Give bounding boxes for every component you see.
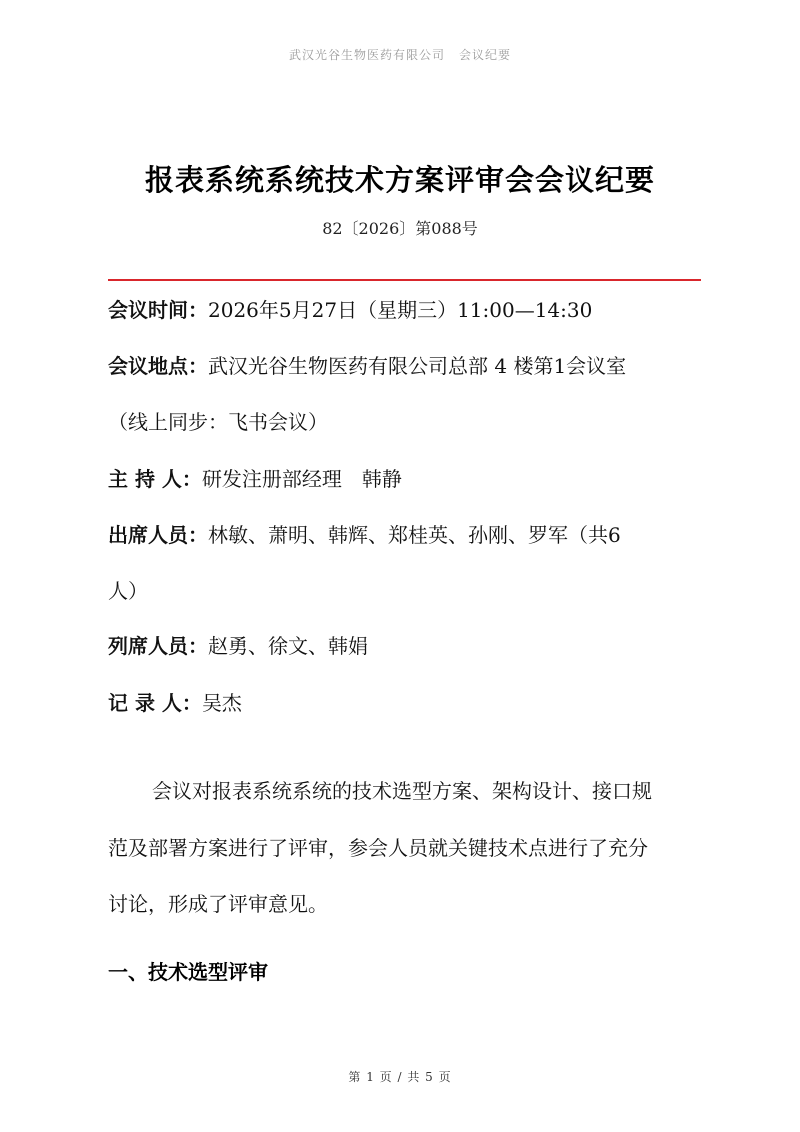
host-value: 研发注册部经理 韩静 — [201, 467, 402, 491]
attendees-row — [108, 521, 701, 549]
attendees-row-cont — [108, 577, 701, 605]
section-heading-tech-selection: 一、技术选型评审 — [108, 960, 268, 984]
observers-row — [108, 632, 701, 660]
header-doc-type: 会议纪要 — [459, 48, 512, 62]
attendees-value-cont: 人） — [108, 579, 148, 603]
meeting-time-label: 会议时间： — [108, 298, 208, 322]
meeting-time-value: 2026年5月27日（星期三）11:00—14:30 — [208, 298, 593, 322]
page-footer: 第 1 页 / 共 5 页 — [348, 1070, 452, 1084]
observers-value: 赵勇、徐文、韩娟 — [208, 634, 368, 658]
recorder-value: 吴杰 — [201, 691, 242, 715]
document-number: 82〔2026〕第088号 — [322, 219, 478, 238]
observers-label: 列席人员： — [108, 634, 208, 658]
recorder-row — [108, 689, 701, 717]
meeting-location-value-cont: （线上同步：飞书会议） — [108, 410, 328, 434]
meeting-location-row — [108, 352, 701, 380]
intro-paragraph-line-3: 讨论，形成了评审意见。 — [108, 892, 328, 916]
document-title: 报表系统系统技术方案评审会会议纪要 — [144, 163, 655, 197]
intro-paragraph-line-1: 会议对报表系统系统的技术选型方案、架构设计、接口规 — [152, 779, 652, 803]
meeting-location-label: 会议地点： — [108, 354, 208, 378]
meeting-location-value: 武汉光谷生物医药有限公司总部 4 楼第1会议室 — [208, 354, 627, 378]
attendees-value: 林敏、萧明、韩辉、郑桂英、孙刚、罗军（共6 — [208, 523, 621, 547]
red-divider — [108, 279, 701, 281]
meeting-location-row-cont — [108, 408, 701, 436]
recorder-label: 记 录 人： — [108, 691, 202, 715]
page-header — [0, 46, 800, 63]
header-company: 武汉光谷生物医药有限公司 — [288, 48, 445, 62]
meeting-time-row — [108, 296, 701, 324]
intro-paragraph-line-2: 范及部署方案进行了评审，参会人员就关键技术点进行了充分 — [108, 836, 648, 860]
host-label: 主 持 人： — [108, 467, 202, 491]
attendees-label: 出席人员： — [108, 523, 208, 547]
host-row — [108, 465, 701, 493]
